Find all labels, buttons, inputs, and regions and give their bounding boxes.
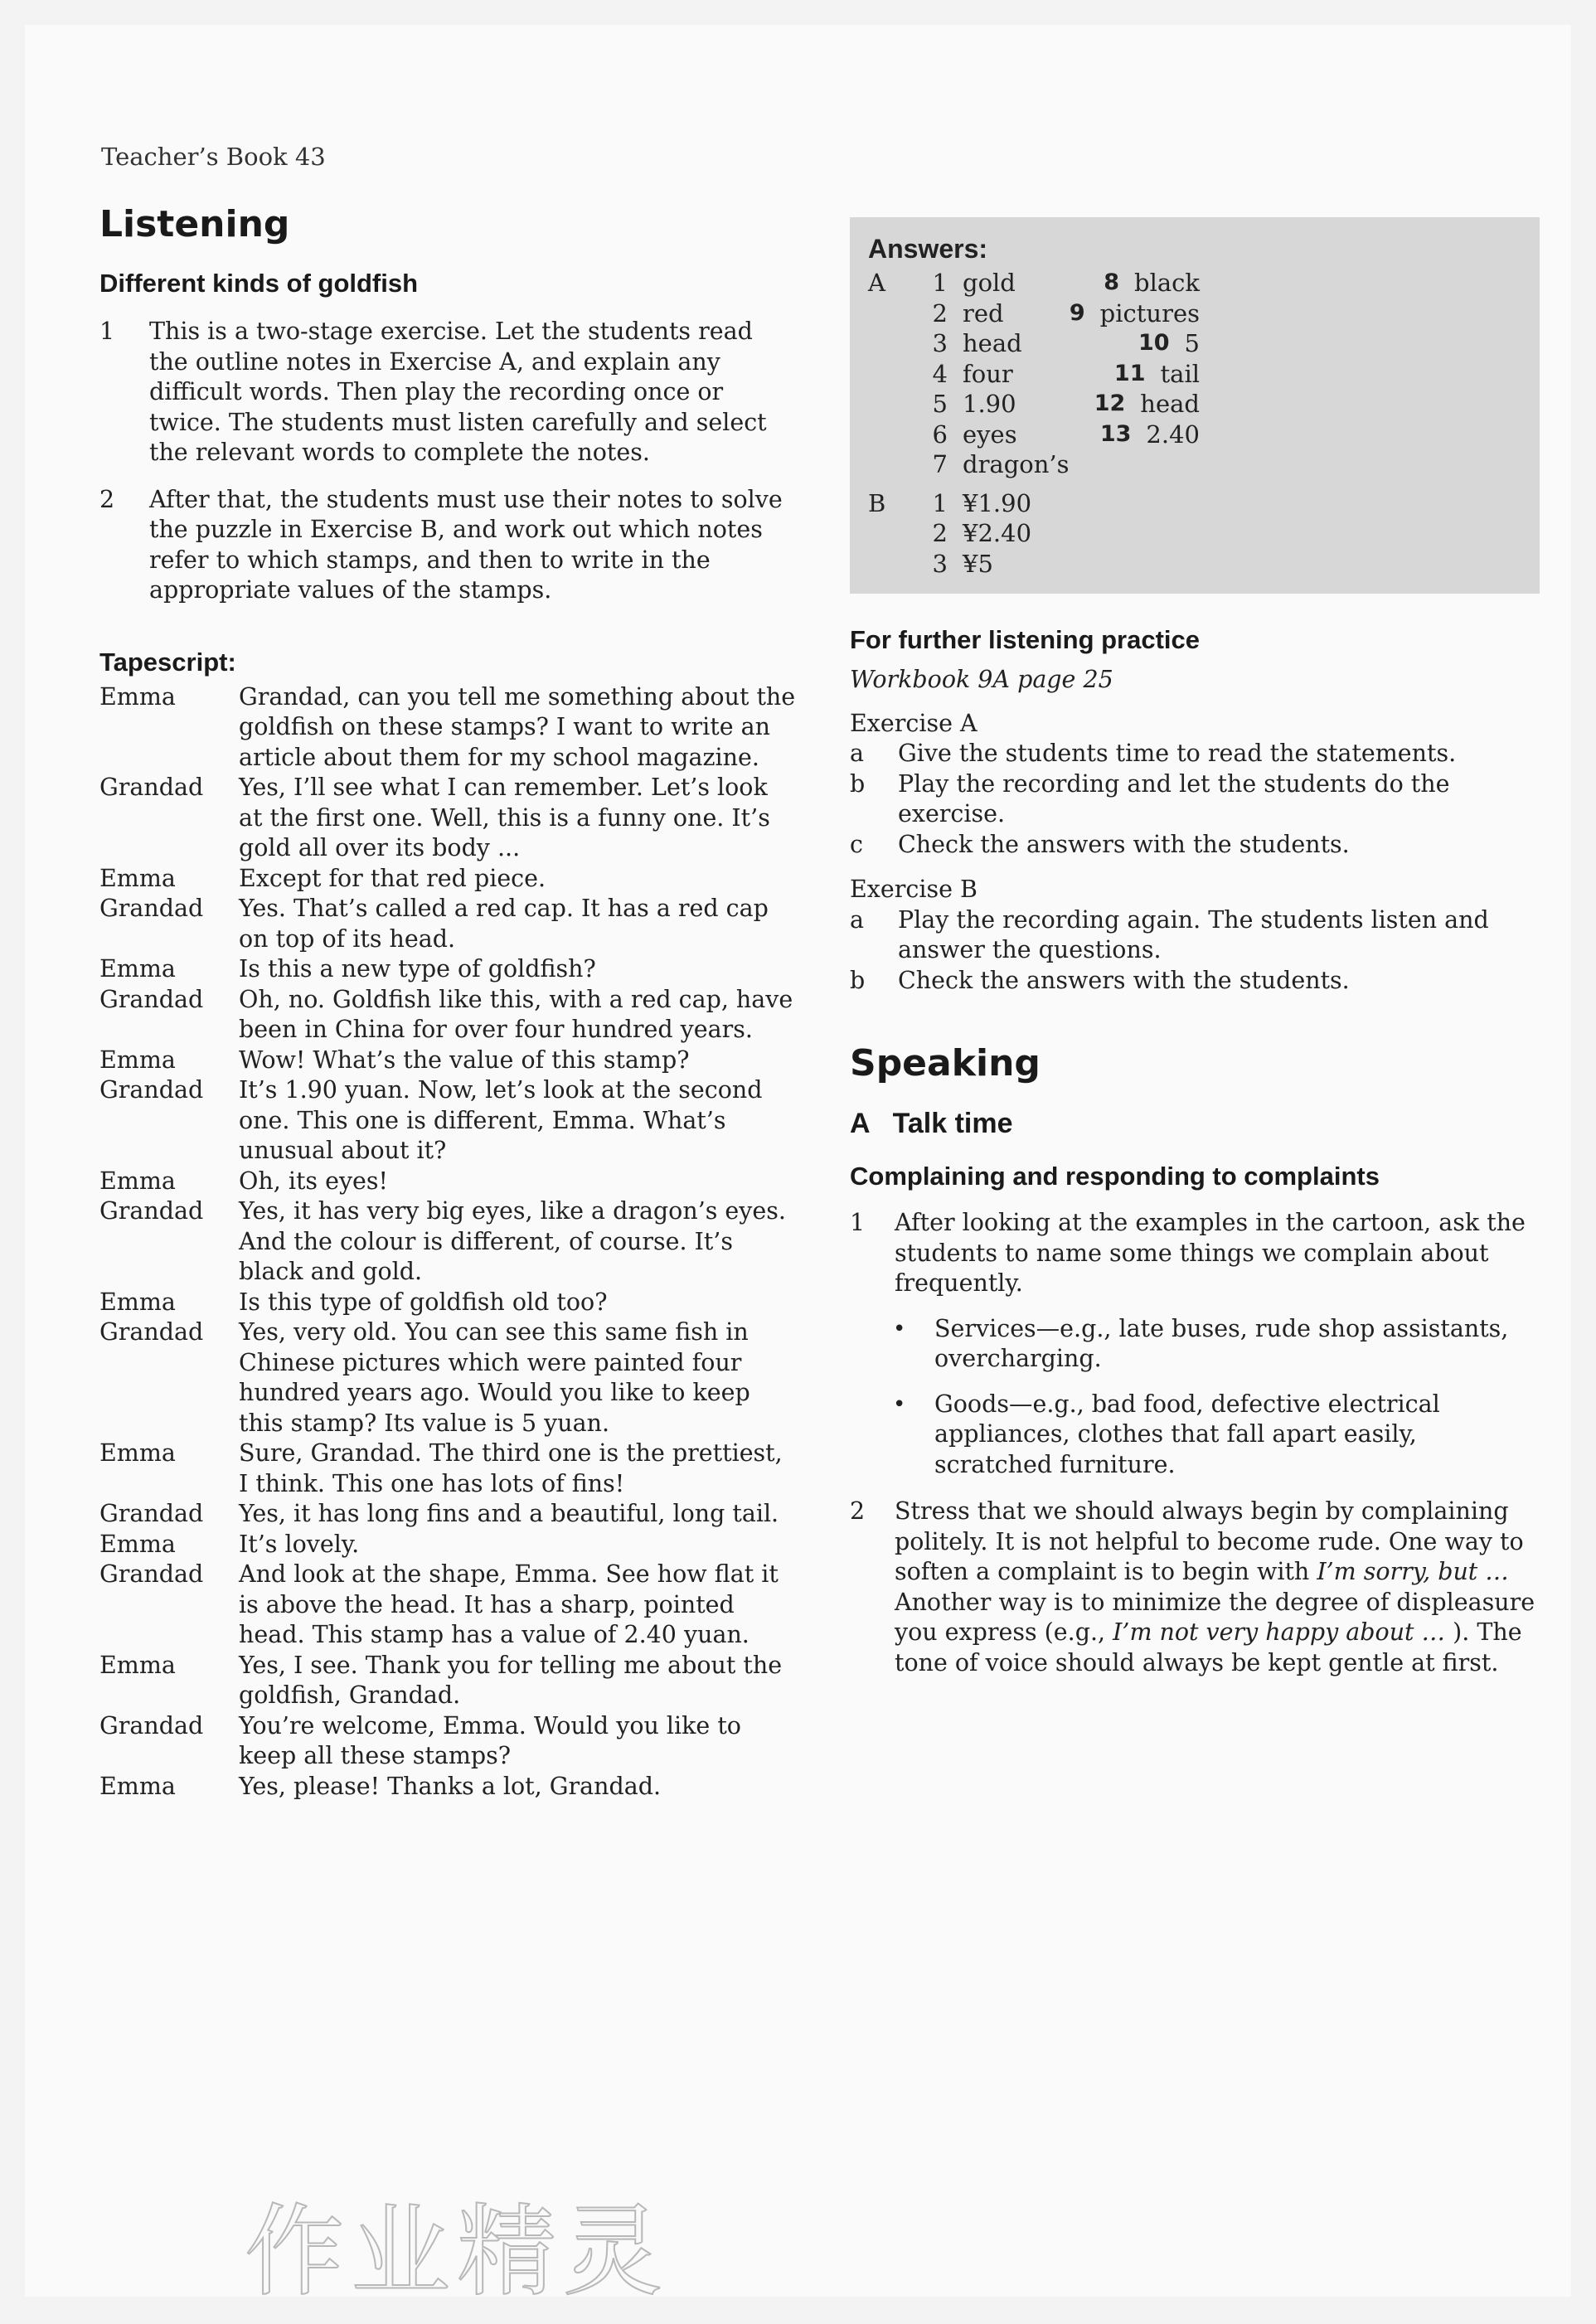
speaker: Emma bbox=[99, 1439, 176, 1467]
running-head: Teacher’s Book 43 bbox=[101, 143, 326, 171]
answer-value: ¥1.90 bbox=[963, 488, 1032, 517]
tapescript-row bbox=[99, 1167, 796, 1197]
exercise-text: Give the students time to read the statements. bbox=[898, 740, 1457, 767]
answer-row bbox=[868, 268, 1200, 298]
answers-b bbox=[868, 488, 1521, 580]
tapescript-row bbox=[99, 1288, 796, 1318]
answer-value: 5 bbox=[1184, 329, 1200, 357]
tapescript-row bbox=[99, 1046, 796, 1076]
step-number: 1 bbox=[99, 318, 115, 345]
dialogue-line: Yes. That’s called a red cap. It has a red cap on top of its head. bbox=[239, 895, 769, 953]
dialogue-line: It’s 1.90 yuan. Now, let’s look at the second one. This one is different, Emma. What’s unusual about it? bbox=[239, 1076, 763, 1164]
listening-step bbox=[99, 485, 796, 606]
listening-subtitle: Different kinds of goldfish bbox=[99, 269, 419, 298]
dialogue-line: Is this type of goldfish old too? bbox=[239, 1288, 608, 1316]
bullet-item bbox=[893, 1390, 1538, 1481]
exercise-b-title: Exercise B bbox=[850, 876, 977, 903]
exercise-text: Check the answers with the students. bbox=[898, 830, 1350, 858]
answer-section-spacer bbox=[868, 518, 901, 549]
example-phrase: I’m sorry, but … bbox=[1317, 1558, 1509, 1585]
answer-value: black bbox=[1134, 269, 1200, 297]
dialogue-line: Sure, Grandad. The third one is the prettiest, I think. This one has lots of fins! bbox=[239, 1439, 783, 1497]
answers-title: Answers: bbox=[868, 234, 988, 264]
answer-number: 5 bbox=[932, 390, 948, 418]
speaking-step bbox=[850, 1497, 1538, 1678]
example-phrase: I’m not very happy about … bbox=[1113, 1618, 1446, 1646]
exercise-item bbox=[850, 739, 1538, 769]
exercise-text: Play the recording and let the students do the exercise. bbox=[898, 769, 1450, 827]
exercise-item bbox=[850, 769, 1538, 830]
dialogue-line: Yes, very old. You can see this same fish in Chinese pictures which were painted four hundred years ago. Would you like to keep this stamp? Its value is 5 yuan. bbox=[239, 1318, 750, 1437]
speaker: Emma bbox=[99, 1530, 176, 1558]
dialogue-line: Wow! What’s the value of this stamp? bbox=[239, 1046, 690, 1074]
tapescript-row bbox=[99, 1711, 796, 1772]
tapescript-row bbox=[99, 864, 796, 895]
exercise-item bbox=[850, 966, 1538, 997]
speaker: Grandad bbox=[99, 1076, 204, 1104]
speaking-steps bbox=[850, 1208, 1538, 1678]
answer-section: A bbox=[868, 269, 885, 297]
answer-value: 1.90 bbox=[963, 390, 1016, 418]
step-text: After looking at the examples in the cartoon, ask the students to name some things we complain about frequently. bbox=[895, 1209, 1526, 1297]
step-number: 2 bbox=[850, 1497, 866, 1525]
answer-number: 11 bbox=[1113, 360, 1146, 386]
answer-section-spacer bbox=[868, 420, 1094, 450]
watermark: 作业精灵 bbox=[245, 2195, 669, 2310]
exercise-letter: a bbox=[850, 740, 864, 767]
exercise-letter: c bbox=[850, 830, 863, 858]
speaker: Emma bbox=[99, 864, 176, 892]
answer-row bbox=[868, 518, 1200, 549]
bullet-text: Goods—e.g., bad food, defective electrical appliances, clothes that fall apart easily, scratched furniture. bbox=[934, 1390, 1440, 1478]
bullet-item bbox=[893, 1314, 1538, 1375]
exercise-b-list bbox=[850, 905, 1538, 997]
tapescript-row bbox=[99, 1651, 796, 1711]
step-text-part: ). The tone of voice should always be kept gentle at first. bbox=[895, 1618, 1522, 1676]
bullet-icon: • bbox=[893, 1316, 906, 1342]
answer-value: eyes bbox=[963, 420, 1017, 449]
tapescript-row bbox=[99, 1075, 796, 1167]
dialogue-line: And look at the shape, Emma. See how flat it is above the head. It has a sharp, pointed head. This stamp has a value of 2.40 yuan. bbox=[239, 1560, 779, 1648]
answer-number: 3 bbox=[932, 329, 948, 357]
dialogue-line: Is this a new type of goldfish? bbox=[239, 955, 596, 982]
answer-number: 12 bbox=[1094, 391, 1126, 416]
answer-row bbox=[868, 488, 1200, 519]
answer-section-spacer bbox=[868, 359, 1106, 390]
tapescript-row bbox=[99, 985, 796, 1046]
answer-number: 1 bbox=[932, 488, 948, 517]
answer-number: 1 bbox=[932, 269, 948, 297]
tapescript-row bbox=[99, 894, 796, 954]
speaking-step bbox=[850, 1208, 1538, 1299]
answers-box bbox=[850, 217, 1540, 594]
dialogue-line: Yes, I’ll see what I can remember. Let’s look at the first one. Well, this is a funny one. It’s gold all over its body ... bbox=[239, 774, 770, 861]
answer-row bbox=[868, 420, 1200, 450]
tapescript-row bbox=[99, 954, 796, 985]
speaker: Grandad bbox=[99, 1711, 204, 1739]
exercise-text: Play the recording again. The students listen and answer the questions. bbox=[898, 905, 1489, 963]
exercise-letter: b bbox=[850, 769, 866, 798]
step-text bbox=[895, 1497, 1538, 1678]
tapescript-row bbox=[99, 682, 796, 774]
answer-number: 2 bbox=[932, 298, 948, 327]
answer-section-spacer bbox=[868, 298, 1054, 329]
listening-title: Listening bbox=[99, 203, 290, 245]
answer-section: B bbox=[868, 488, 886, 517]
speaker: Emma bbox=[99, 1046, 176, 1074]
answer-value: head bbox=[963, 329, 1022, 357]
answers-a-right bbox=[868, 268, 1200, 480]
answer-value: gold bbox=[963, 269, 1016, 297]
bullet-icon: • bbox=[893, 1391, 906, 1417]
answers-b-list bbox=[868, 488, 1200, 580]
exercise-a-title: Exercise A bbox=[850, 709, 977, 737]
tapescript bbox=[99, 682, 796, 1802]
answer-value: pictures bbox=[1099, 298, 1200, 327]
speaker: Emma bbox=[99, 1772, 176, 1800]
step-text-part: Stress that we should always begin by complaining politely. It is not helpful to become rude. One way to soften a complaint is to begin with bbox=[895, 1497, 1524, 1585]
answer-section-spacer bbox=[868, 549, 901, 580]
answer-section-spacer bbox=[868, 389, 1089, 420]
exercise-text: Check the answers with the students. bbox=[898, 966, 1350, 994]
exercise-item bbox=[850, 905, 1538, 966]
speaker: Emma bbox=[99, 1288, 176, 1316]
step-number: 2 bbox=[99, 485, 115, 513]
tapescript-row bbox=[99, 1196, 796, 1288]
answer-number: 3 bbox=[932, 549, 948, 578]
speaker: Grandad bbox=[99, 1560, 204, 1588]
tapescript-row bbox=[99, 1530, 796, 1560]
step-text: This is a two-stage exercise. Let the students read the outline notes in Exercise A, and explain any difficult words. Then play the recording once or twice. The students must listen carefully and select the relevant words to complete the notes. bbox=[149, 318, 767, 466]
speaker: Grandad bbox=[99, 774, 204, 801]
answers-a bbox=[868, 268, 1521, 480]
answer-section-spacer bbox=[868, 268, 1084, 298]
speaker: Emma bbox=[99, 955, 176, 982]
answer-number: 10 bbox=[1138, 330, 1170, 356]
tapescript-row bbox=[99, 1499, 796, 1530]
dialogue-line: Oh, no. Goldfish like this, with a red cap, have been in China for over four hundred years. bbox=[239, 985, 793, 1043]
answer-row bbox=[868, 389, 1200, 420]
answer-value: head bbox=[1140, 390, 1200, 418]
answer-value: dragon’s bbox=[963, 450, 1070, 478]
answer-value: four bbox=[963, 359, 1013, 388]
speaker: Emma bbox=[99, 1651, 176, 1679]
speaker: Grandad bbox=[99, 1197, 204, 1225]
tapescript-row bbox=[99, 1439, 796, 1499]
speaker: Emma bbox=[99, 1167, 176, 1195]
right-column bbox=[850, 217, 1538, 1695]
talk-time-heading: A Talk time bbox=[850, 1108, 1013, 1139]
answer-value: ¥2.40 bbox=[963, 519, 1032, 547]
answer-value: 2.40 bbox=[1146, 420, 1200, 449]
tapescript-row bbox=[99, 773, 796, 864]
exercise-item bbox=[850, 830, 1538, 861]
dialogue-line: Yes, I see. Thank you for telling me about the goldfish, Grandad. bbox=[239, 1651, 783, 1709]
dialogue-line: Yes, please! Thanks a lot, Grandad. bbox=[239, 1772, 662, 1800]
answer-row bbox=[868, 549, 1200, 580]
step-text-part: Another way is to minimize the degree of displeasure you express (e.g., bbox=[895, 1588, 1535, 1646]
tapescript-row bbox=[99, 1772, 796, 1802]
step-text: After that, the students must use their notes to solve the puzzle in Exercise B, and work out which notes refer to which stamps, and then to write in the appropriate values of the stamps. bbox=[149, 485, 783, 604]
speaking-subtitle: Complaining and responding to complaints bbox=[850, 1162, 1380, 1191]
answer-row bbox=[868, 359, 1200, 390]
exercise-letter: b bbox=[850, 966, 866, 994]
dialogue-line: Yes, it has very big eyes, like a dragon’s eyes. And the colour is different, of course. It’s black and gold. bbox=[239, 1197, 786, 1285]
answer-number: 13 bbox=[1099, 420, 1132, 447]
listening-steps bbox=[99, 317, 796, 606]
dialogue-line: Grandad, can you tell me something about the goldfish on these stamps? I want to write an article about them for my school magazine. bbox=[239, 682, 796, 771]
left-column bbox=[99, 203, 796, 1802]
answer-number: 2 bbox=[932, 519, 948, 547]
answer-number: 7 bbox=[932, 450, 948, 478]
speaker: Grandad bbox=[99, 1500, 204, 1527]
answer-number: 8 bbox=[1104, 269, 1120, 295]
dialogue-line: Oh, its eyes! bbox=[239, 1167, 389, 1195]
answer-value: red bbox=[963, 298, 1004, 327]
bullet-text: Services—e.g., late buses, rude shop assistants, overcharging. bbox=[934, 1314, 1509, 1372]
speaker: Grandad bbox=[99, 1318, 204, 1346]
speaker: Grandad bbox=[99, 895, 204, 922]
answer-number: 4 bbox=[932, 359, 948, 388]
answer-section-spacer bbox=[868, 328, 1127, 359]
workbook-ref: Workbook 9A page 25 bbox=[850, 666, 1113, 693]
answer-value: tail bbox=[1160, 359, 1200, 388]
exercise-letter: a bbox=[850, 905, 864, 934]
dialogue-line: Yes, it has long fins and a beautiful, long tail. bbox=[239, 1500, 779, 1527]
speaker: Grandad bbox=[99, 985, 204, 1013]
exercise-a-list bbox=[850, 739, 1538, 860]
speaking-title: Speaking bbox=[850, 1042, 1041, 1084]
dialogue-line: You’re welcome, Emma. Would you like to keep all these stamps? bbox=[239, 1711, 741, 1769]
tapescript-row bbox=[99, 1317, 796, 1439]
answer-number: 6 bbox=[932, 420, 948, 449]
answer-row bbox=[868, 298, 1200, 329]
listening-step bbox=[99, 317, 796, 468]
answer-row bbox=[868, 328, 1200, 359]
tapescript-row bbox=[99, 1560, 796, 1651]
further-title: For further listening practice bbox=[850, 625, 1201, 654]
dialogue-line: It’s lovely. bbox=[239, 1530, 360, 1558]
answer-number: 9 bbox=[1069, 299, 1085, 326]
speaker: Emma bbox=[99, 682, 176, 711]
answer-value: ¥5 bbox=[963, 549, 993, 578]
step-number: 1 bbox=[850, 1209, 866, 1236]
dialogue-line: Except for that red piece. bbox=[239, 864, 546, 892]
tapescript-title: Tapescript: bbox=[99, 647, 236, 677]
